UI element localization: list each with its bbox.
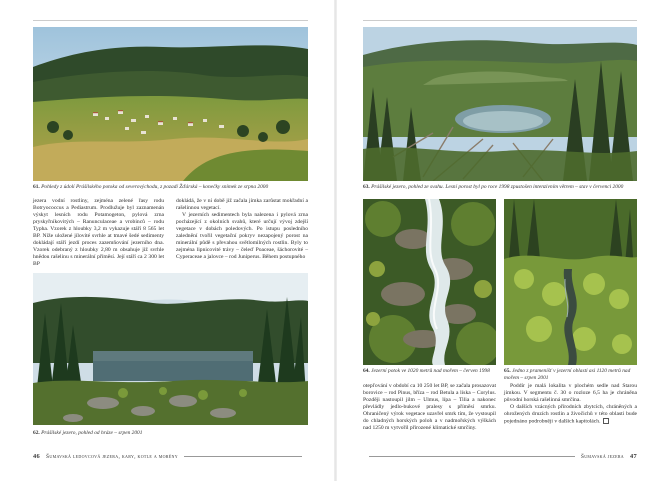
- left-col2-paragraph-2: V jezerních sedimentech byla nalezena i pylová zrna pocházející z okolních svahů, které určují vývoj zdejší vegetace v dobách poledových. Po istupu posledního zalednění tvořil vegetační pokryv nezapojený porost na minerální půdě s převahou světlomilných rostlin. Byly to zejména lipnicovité trávy – čeleď Poaceae, šáchorovité – Cyperaceae a jalovce – rod Juniperus. Během postupného: [176, 212, 308, 261]
- right-page-number: 47: [630, 453, 637, 460]
- caption-63: [363, 184, 637, 191]
- left-footer-rule: [184, 456, 302, 457]
- top-rule: [363, 20, 637, 21]
- left-page-number: 46: [33, 453, 40, 460]
- photo-63-lake-from-slope: [363, 27, 637, 181]
- photo-62-lake-from-dam: [33, 273, 308, 425]
- caption-61-number: 61.: [33, 184, 40, 190]
- photo-65-spring-area: [504, 199, 637, 365]
- caption-62-text: Prášilské jezero, pohled od hráze – srpen 2001: [41, 430, 143, 436]
- right-page: [336, 0, 671, 481]
- caption-62: [33, 430, 308, 437]
- caption-61: [33, 184, 308, 191]
- right-col2-paragraph-1: Poddír je malá lokalita v plochém sedle nad Starou jímkou. V segmentu č. 30 o rozloze 6,5 ha je chráněna původní horská rašelinná smrčina.: [504, 383, 637, 404]
- caption-64: [363, 368, 496, 375]
- right-col1-paragraph-1: otepľování v období ca 10 250 let BP, se začala prosazovat borovice – rod Pinus, bříza – rod Betula a líska – Corylus. Později nastoupil jilm – Ulmus, lípa – Tilia a nakonec převládly jedlo-bukové pralesy s příměsí smrku. Ohraničený výrok vegetace uzavřel smrk tím, že vystoupil do chladných horských poloh a v nadmořských výškách nad 1250 m vytvořil přirozené klimatické smrčiny.: [363, 383, 496, 432]
- caption-65-number: 65.: [504, 368, 511, 374]
- caption-65: [504, 368, 637, 381]
- right-page-footer: [363, 452, 637, 461]
- right-page-column-2: [504, 383, 637, 426]
- end-of-article-mark: [603, 418, 609, 424]
- left-page-column-2: [176, 198, 308, 261]
- photo-64-mountain-stream: [363, 199, 496, 365]
- photo-61-valley-village: [33, 27, 308, 181]
- left-page-footer: [33, 452, 308, 461]
- caption-61-text: Pohledy z údolí Prášilského potoka od severovýchodu, z pozadí Žďárská – konečky snímek ze srpna 2000: [41, 184, 269, 190]
- caption-65-text: Jedno z pramenišť v jezerní oblasti asi 1120 metrů nad mořem – srpen 2001: [504, 368, 631, 381]
- left-page-column-1: [33, 198, 164, 268]
- caption-64-text: Jezerní potok ve 1020 metrů nad mořem – červen 1998: [371, 368, 490, 374]
- caption-63-number: 63.: [363, 184, 370, 190]
- left-col1-paragraph-1: jezera vodní rostliny, zejména zelené řasy rodu Botryococcus a Pediastrum. Prodlužuje byl zaznamenán výskyt lesních rodu Potamogeton, pylová zrna pryskyřníkovitých – Ranunculaceae a vrobinců – rodu Typha. Vzorek z hloubky 3,2 m vykazuje stáří 8 565 let BP. Níže uložené jílovité svrhle at tmavé šedé sedimenty dokládají stáří jezdí proces zazemňování jezerního dna. Vzorek odebraný z hloubky 2,80 m obsahuje již svrhle hnědou rašelinu s minerální příměsí. Její stáří ca 2 300 let BP: [33, 198, 164, 268]
- right-page-column-1: [363, 383, 496, 432]
- caption-64-number: 64.: [363, 368, 370, 374]
- left-running-title: Šumavská ledovcová jezera, kary, kotle a morény: [46, 453, 178, 460]
- right-footer-rule: [369, 456, 575, 457]
- caption-62-number: 62.: [33, 430, 40, 436]
- right-running-title: Šumavská jezera: [580, 453, 624, 460]
- right-col2-paragraph-2: O dalších vzácných přírodních zbytcích, chráněných a ohrožených druzích rostlin a živočichů v této oblasti bude pojednáno podrobněji v dalších kapitolách.: [504, 404, 637, 425]
- left-col2-paragraph-1: dokládá, že v ní době již začala jímka zarůstat mokřadní a rašelinnou vegetací.: [176, 198, 308, 212]
- top-rule: [33, 20, 308, 21]
- caption-63-text: Prášilské jezero, pohled ze svahu. Lesní porost byl po roce 1998 zpustošen intenzivním větrem – stav v červenci 2000: [371, 184, 624, 190]
